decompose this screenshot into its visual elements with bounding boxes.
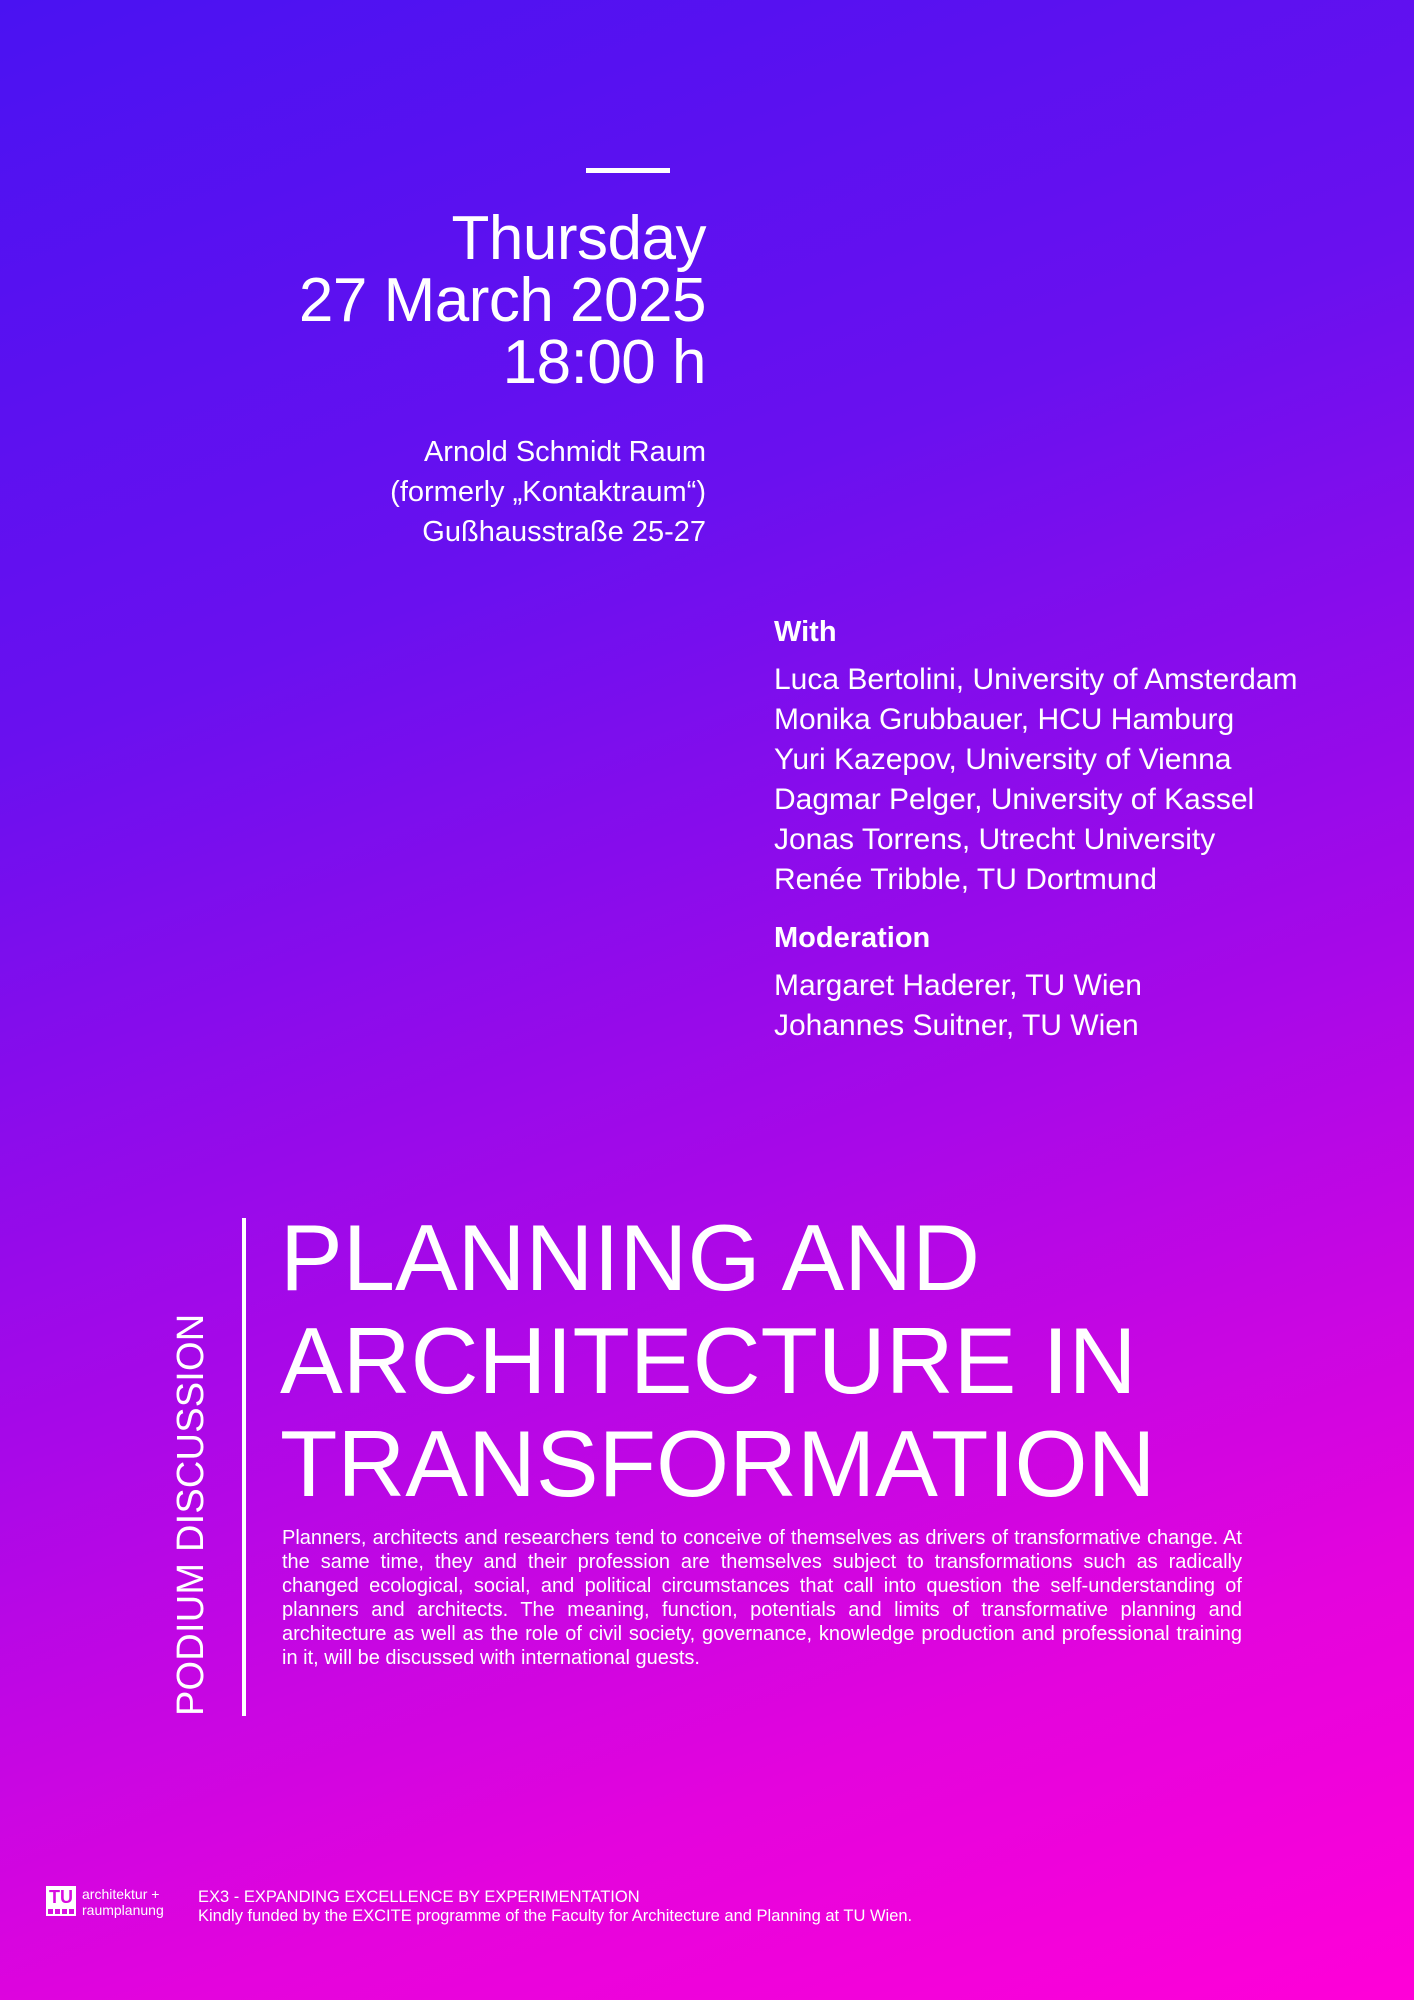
moderation-heading: Moderation (774, 922, 931, 954)
tu-logo-mark: TU (49, 1887, 73, 1907)
event-title (280, 1206, 1156, 1515)
funding-note (198, 1888, 912, 1926)
event-time: 18:00 h (502, 328, 706, 397)
panel-member: Monika Grubbauer, HCU Hamburg (774, 703, 1235, 736)
moderator: Margaret Haderer, TU Wien (774, 969, 1142, 1002)
tu-wien-logo (46, 1886, 164, 1918)
moderator: Johannes Suitner, TU Wien (774, 1009, 1139, 1042)
panel-member: Luca Bertolini, University of Amsterdam (774, 663, 1298, 696)
participants (774, 612, 1298, 1046)
faculty-name-line: raumplanung (82, 1902, 164, 1918)
event-description: Planners, architects and researchers tend to conceive of themselves as drivers of transformative change. At the same time, they and their profession are themselves subject to transformations such as radically changed ecological, social, and political circumstances that call into question the self-understanding of planners and architects. The meaning, function, potentials and limits of transformative planning and architecture as well as the role of civil society, governance, knowledge production and professional training in it, will be discussed with international guests. (282, 1527, 1242, 1669)
accent-dash (586, 168, 670, 173)
event-day: Thursday (451, 204, 706, 273)
event-date: 27 March 2025 (298, 266, 706, 335)
panel-member: Renée Tribble, TU Dortmund (774, 863, 1157, 896)
title-line: ARCHITECTURE IN (280, 1308, 1137, 1413)
title-line: PLANNING AND (280, 1205, 980, 1310)
programme-name: EX3 - EXPANDING EXCELLENCE BY EXPERIMENTATION (198, 1888, 640, 1906)
tu-logo-icon (46, 1886, 76, 1916)
faculty-name (82, 1886, 164, 1918)
venue-address: Gußhausstraße 25-27 (422, 516, 706, 548)
panel-member: Jonas Torrens, Utrecht University (774, 823, 1216, 856)
venue-former-name: (formerly „Kontaktraum“) (390, 476, 706, 508)
funding-statement: Kindly funded by the EXCITE programme of the Faculty for Architecture and Planning at TU Wien. (198, 1907, 913, 1925)
event-datetime (298, 204, 706, 397)
venue (390, 432, 706, 552)
title-line: TRANSFORMATION (280, 1411, 1156, 1516)
venue-name: Arnold Schmidt Raum (423, 436, 706, 468)
event-type-label: PODIUM DISCUSSION (170, 1313, 212, 1716)
panel-member: Yuri Kazepov, University of Vienna (774, 743, 1232, 776)
faculty-name-line: architektur + (82, 1886, 160, 1902)
panel-member: Dagmar Pelger, University of Kassel (774, 783, 1255, 816)
title-divider (242, 1218, 246, 1716)
panel-heading: With (774, 616, 837, 648)
